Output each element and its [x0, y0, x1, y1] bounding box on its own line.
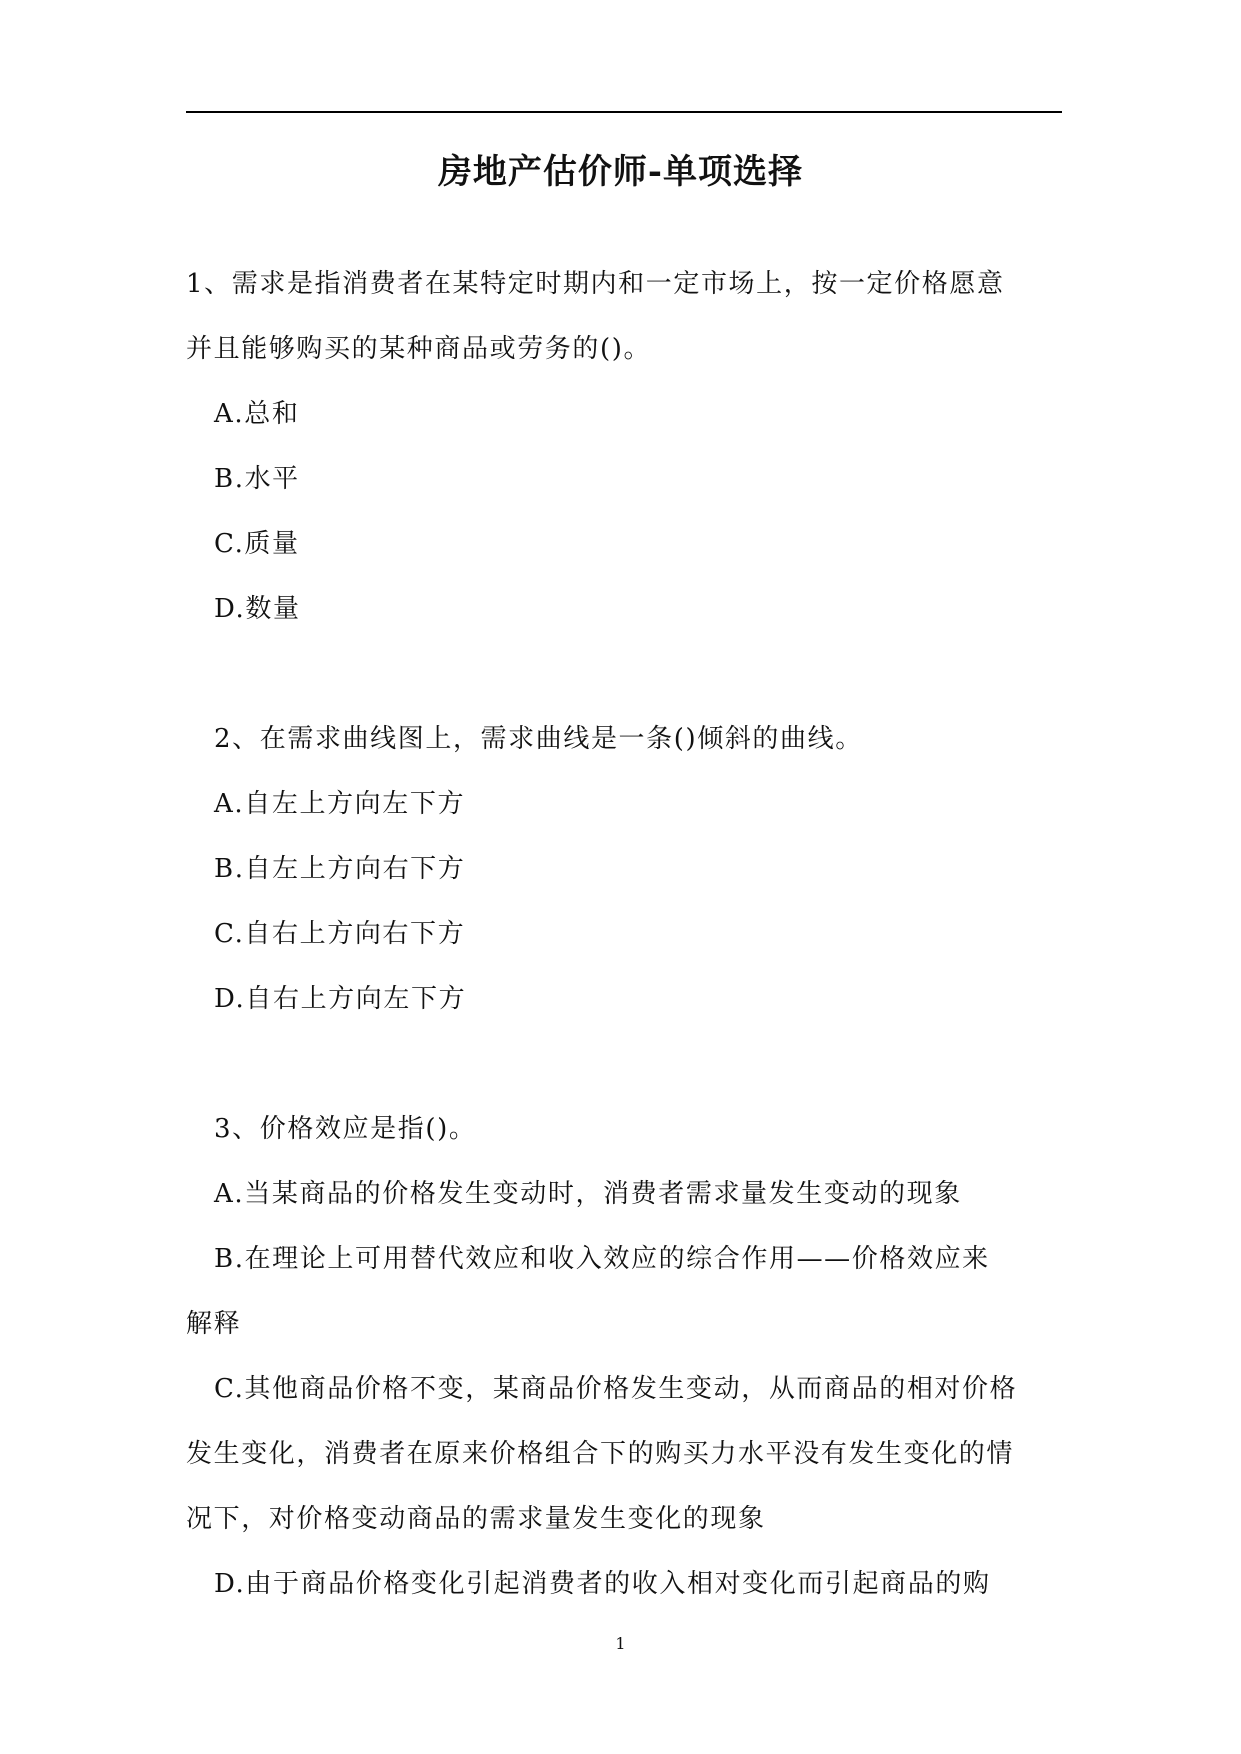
option-c-continued: 发生变化，消费者在原来价格组合下的购买力水平没有发生变化的情: [186, 1439, 1015, 1469]
question-2: [186, 707, 1062, 1032]
option-d: D.由于商品价格变化引起消费者的收入相对变化而引起商品的购: [214, 1569, 991, 1599]
option-c-continued: 况下，对价格变动商品的需求量发生变化的现象: [186, 1504, 766, 1534]
question-1: [186, 252, 1062, 642]
option-c: C.其他商品价格不变，某商品价格发生变动，从而商品的相对价格: [214, 1374, 1018, 1404]
question-spacer: [186, 1032, 1062, 1097]
option-a: A.总和: [214, 399, 300, 429]
question-stem-line: 并且能够购买的某种商品或劳务的()。: [186, 334, 652, 364]
question-stem-line: 1、需求是指消费者在某特定时期内和一定市场上，按一定价格愿意: [186, 269, 1005, 299]
document-title: 房地产估价师-单项选择: [437, 152, 804, 192]
page-number: 1: [615, 1634, 626, 1653]
option-b: B.在理论上可用替代效应和收入效应的综合作用——价格效应来: [214, 1244, 990, 1274]
question-stem-line: 2、在需求曲线图上，需求曲线是一条()倾斜的曲线。: [214, 724, 863, 754]
question-spacer: [186, 642, 1062, 707]
option-a: A.当某商品的价格发生变动时，消费者需求量发生变动的现象: [214, 1179, 962, 1209]
option-a: A.自左上方向左下方: [214, 789, 466, 819]
option-b-continued: 解释: [186, 1309, 242, 1339]
option-b: B.水平: [214, 464, 300, 494]
option-d: D.自右上方向左下方: [214, 984, 467, 1014]
option-d: D.数量: [214, 594, 301, 624]
question-stem-line: 3、价格效应是指()。: [214, 1114, 477, 1144]
header-rule: [186, 111, 1062, 113]
option-c: C.自右上方向右下方: [214, 919, 466, 949]
document-body: [186, 252, 1062, 1617]
option-c: C.质量: [214, 529, 300, 559]
question-3: [186, 1097, 1062, 1617]
option-b: B.自左上方向右下方: [214, 854, 466, 884]
